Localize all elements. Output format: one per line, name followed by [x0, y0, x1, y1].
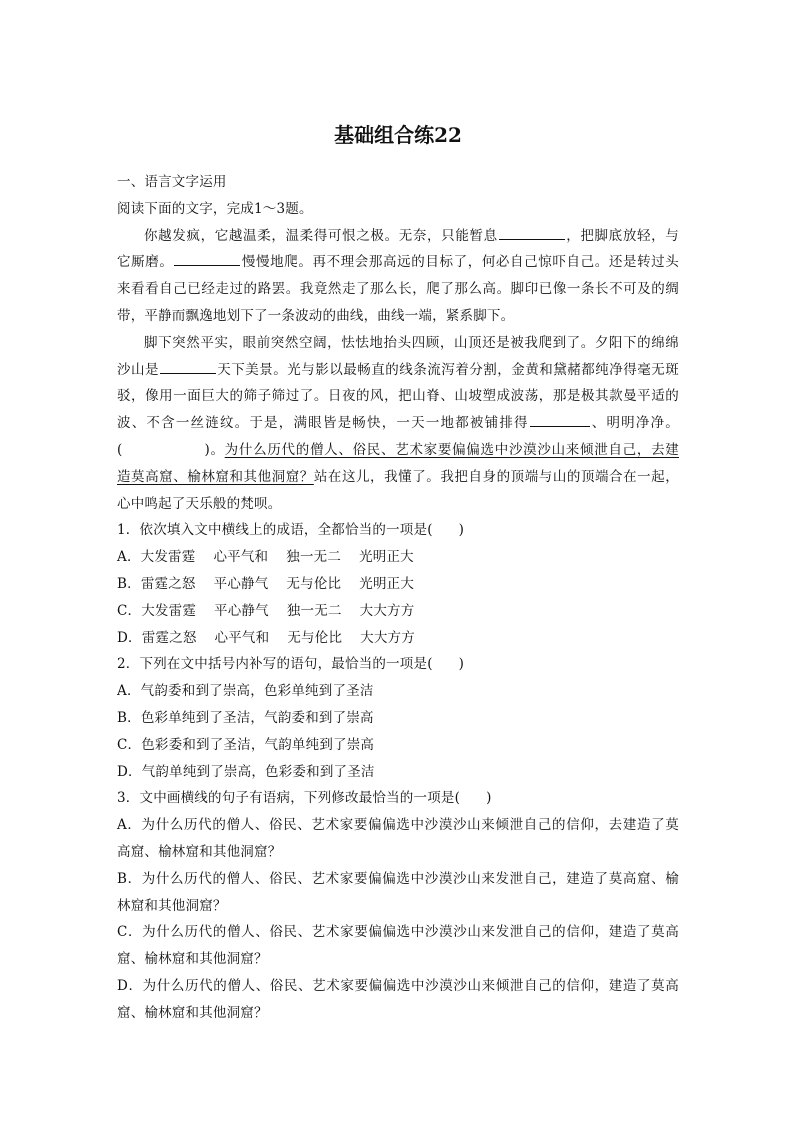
option: C．色彩委和到了圣洁，气韵单纯到了崇高 — [117, 736, 375, 753]
passage-line: 沙山是 天下美景。光与影以最畅直的线条流泻着分割，金黄和黛赭都纯净得毫无斑 — [117, 357, 679, 384]
passage-line: 来看看自己已经走过的路罢。我竟然走了那么长，爬了那么高。脚印已像一条长不可及的绸 — [117, 281, 679, 298]
option: D．雷霆之怒 心平气和 无与伦比 大大方方 — [117, 629, 415, 646]
option: A．大发雷霆 心平气和 独一无二 光明正大 — [117, 549, 414, 566]
option: C．大发雷霆 平心静气 独一无二 大大方方 — [117, 602, 415, 619]
option: A．为什么历代的僧人、俗民、艺术家要偏偏选中沙漠沙山来倾泄自己的信仰，去建造了莫 — [117, 817, 679, 834]
question-stem: 2．下列在文中括号内补写的语句，最恰当的一项是( ) — [117, 656, 465, 673]
option-continued: 窟、榆林窟和其他洞窟？ — [117, 951, 268, 968]
option-continued: 窟、榆林窟和其他洞窟？ — [117, 1004, 268, 1021]
question-stem: 3．文中画横线的句子有语病，下列修改最恰当的一项是( ) — [117, 790, 492, 807]
instruction: 阅读下面的文字，完成1～3题。 — [117, 200, 313, 217]
fill-blank — [530, 410, 590, 427]
passage-line: 脚下突然平实，眼前突然空阔，怯怯地抬头四顾，山顶还是被我爬到了。夕阳下的绵绵 — [144, 334, 679, 351]
passage-line: 造莫高窟、榆林窟和其他洞窟？站在这儿，我懂了。我把自身的顶端与山的顶端合在一起， — [117, 468, 679, 485]
option: B．色彩单纯到了圣洁，气韵委和到了崇高 — [117, 709, 374, 726]
passage-line: 驳，像用一面巨大的筛子筛过了。日夜的风，把山脊、山坡塑成波荡，那是极其款曼平适的 — [117, 388, 679, 405]
option-continued: 高窟、榆林窟和其他洞窟？ — [117, 843, 282, 860]
option: A．气韵委和到了崇高，色彩单纯到了圣洁 — [117, 683, 374, 700]
passage-line: ( )。为什么历代的僧人、俗民、艺术家要偏偏选中沙漠沙山来倾泄自己，去建 — [117, 441, 679, 458]
fill-blank — [174, 249, 240, 266]
fill-blank — [499, 223, 565, 240]
passage-line: 你越发疯，它越温柔，温柔得可恨之极。无奈，只能暂息 ，把脚底放轻，与 — [117, 223, 679, 250]
passage-line: 带，平静而飘逸地划下了一条波动的曲线，曲线一端，紧系脚下。 — [117, 307, 515, 324]
passage-line: 波、不含一丝涟纹。于是，满眼皆是畅快，一天一地都被铺排得 、明明净净。 — [117, 410, 679, 437]
underlined-sentence: 造莫高窟、榆林窟和其他洞窟？ — [117, 468, 314, 485]
option: C．为什么历代的僧人、俗民、艺术家要偏偏选中沙漠沙山来发泄自己的信仰，建造了莫高 — [117, 924, 679, 941]
option: B．为什么历代的僧人、俗民、艺术家要偏偏选中沙漠沙山来发泄自己，建造了莫高窟、榆 — [117, 870, 679, 887]
option-continued: 林窟和其他洞窟？ — [117, 897, 227, 914]
option: B．雷霆之怒 平心静气 无与伦比 光明正大 — [117, 575, 415, 592]
passage-line: 它厮磨。 慢慢地爬。再不理会那高远的目标了，何必自己惊吓自己。还是转过头 — [117, 249, 679, 276]
option: D．气韵单纯到了崇高，色彩委和到了圣洁 — [117, 763, 375, 780]
section-heading: 一、语言文字运用 — [117, 174, 227, 190]
option: D．为什么历代的僧人、俗民、艺术家要偏偏选中沙漠沙山来倾泄自己的信仰，建造了莫高 — [117, 977, 679, 994]
question-stem: 1．依次填入文中横线上的成语，全都恰当的一项是( ) — [117, 522, 465, 539]
page-title: 基础组合练22 — [334, 123, 462, 147]
fill-blank — [160, 357, 216, 374]
underlined-sentence: 为什么历代的僧人、俗民、艺术家要偏偏选中沙漠沙山来倾泄自己，去建 — [224, 441, 679, 458]
passage-line: 心中鸣起了天乐般的梵呗。 — [117, 495, 282, 512]
document-body — [117, 169, 679, 1027]
